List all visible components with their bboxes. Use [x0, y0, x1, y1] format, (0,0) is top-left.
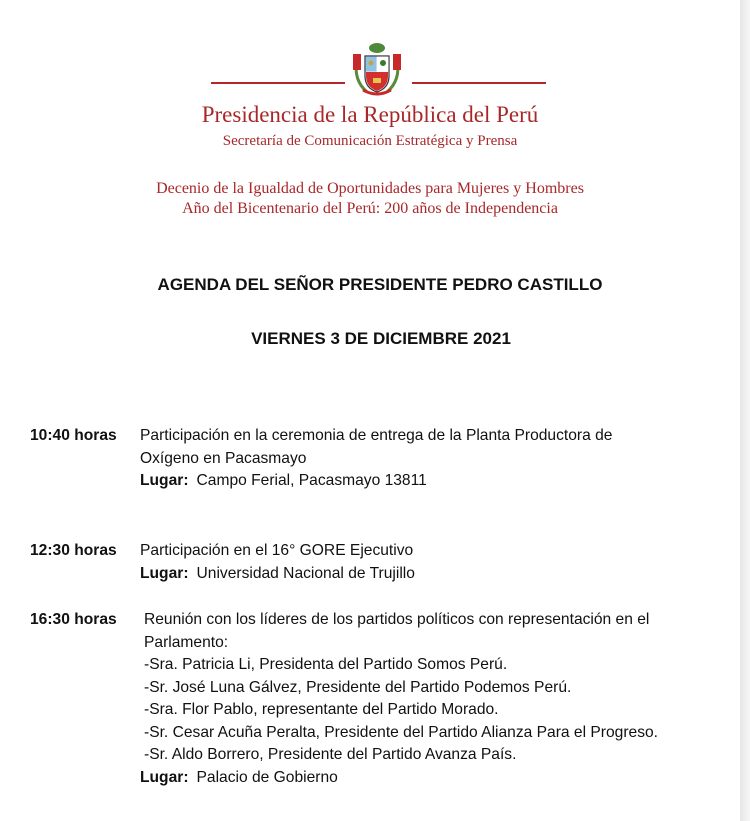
- event-time: 16:30 horas: [30, 611, 117, 628]
- attendee-line: -Sr. Aldo Borrero, Presidente del Partido Avanza País.: [144, 746, 517, 763]
- place-label: Lugar:: [140, 768, 189, 786]
- attendee-line: -Sr. José Luna Gálvez, Presidente del Partido Podemos Perú.: [144, 678, 572, 696]
- attendee-line: -Sra. Flor Pablo, representante del Partido Morado.: [144, 701, 499, 718]
- agenda-title: AGENDA DEL SEÑOR PRESIDENTE PEDRO CASTILLO: [157, 275, 603, 294]
- institution-title: Presidencia de la República del Perú: [201, 102, 539, 127]
- event-time: 12:30 horas: [30, 542, 117, 559]
- event-time: 10:40 horas: [30, 427, 117, 444]
- place-value: Universidad Nacional de Trujillo: [196, 564, 415, 582]
- event-description-line: Participación en el 16° GORE Ejecutivo: [140, 542, 414, 559]
- event-description-line: Oxígeno en Pacasmayo: [140, 449, 307, 467]
- place-label: Lugar:: [140, 564, 189, 582]
- header-rule-right: [412, 82, 546, 84]
- event-description-line: Reunión con los líderes de los partidos políticos con representación en el: [144, 611, 650, 628]
- page-edge: [740, 0, 750, 821]
- attendee-line: -Sr. Cesar Acuña Peralta, Presidente del Partido Alianza Para el Progreso.: [144, 723, 659, 741]
- event-description-line: Participación en la ceremonia de entrega de la Planta Productora de: [140, 427, 613, 444]
- department-subtitle: Secretaría de Comunicación Estratégica y Prensa: [222, 133, 518, 149]
- event-place: [140, 563, 725, 586]
- event-place: [140, 470, 725, 493]
- decade-motto: Decenio de la Igualdad de Oportunidades para Mujeres y Hombres: [156, 180, 584, 197]
- place-value: Palacio de Gobierno: [196, 768, 338, 786]
- event-place: [140, 767, 729, 790]
- place-value: Campo Ferial, Pacasmayo 13811: [196, 472, 427, 489]
- attendee-line: -Sra. Patricia Li, Presidenta del Partido Somos Perú.: [144, 656, 508, 673]
- place-label: Lugar:: [140, 472, 189, 489]
- header-rule-left: [211, 82, 345, 84]
- agenda-date: VIERNES 3 DE DICIEMBRE 2021: [251, 329, 511, 348]
- peru-coat-of-arms-icon: [349, 40, 405, 98]
- year-motto: Año del Bicentenario del Perú: 200 años de Independencia: [182, 200, 558, 217]
- event-description-line: Parlamento:: [144, 633, 229, 651]
